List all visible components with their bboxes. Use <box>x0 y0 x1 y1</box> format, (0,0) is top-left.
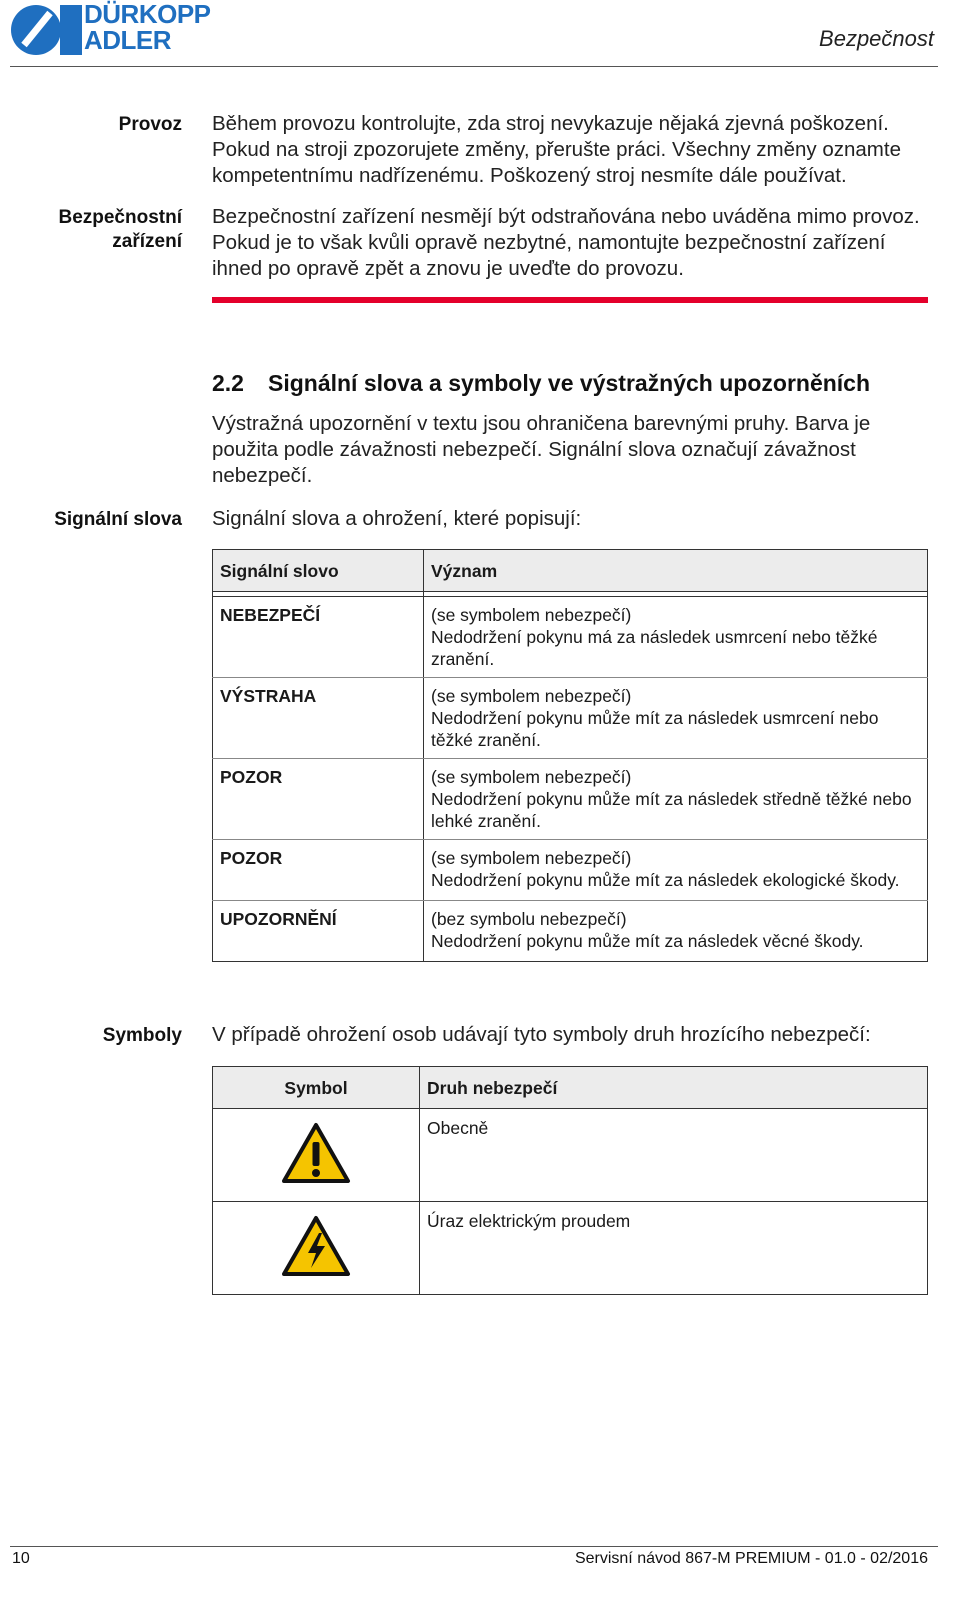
section-number: 2.2 <box>212 370 244 396</box>
logo-line1: DÜRKOPP <box>84 0 211 29</box>
hazard-type: Obecně <box>420 1109 928 1202</box>
brand-logo <box>10 0 230 56</box>
general-warning-icon <box>281 1122 351 1184</box>
side-label-signalni-slova: Signální slova <box>54 509 182 530</box>
footer-document-title: Servisní návod 867-M PREMIUM - 01.0 - 02/2016 <box>574 1550 928 1567</box>
signal-word: VÝSTRAHA <box>213 678 424 759</box>
symbol-cell <box>213 1202 420 1295</box>
table-row <box>213 901 928 962</box>
meaning-cell <box>424 901 928 962</box>
intro-paragraph: Výstražná upozornění v textu jsou ohraničena barevnými pruhy. Barva je použita podle závažnosti nebezpečí. Signální slova označují závažnost nebezpečí. <box>212 412 871 487</box>
side-label-provoz: Provoz <box>118 114 182 135</box>
page-header-title: Bezpečnost <box>819 26 934 51</box>
table-row <box>213 840 928 901</box>
table-row <box>213 1109 928 1202</box>
section-title: Signální slova a symboly ve výstražných upozorněních <box>268 370 871 396</box>
meaning-line2: Nedodržení pokynu může mít za následek usmrcení nebo těžké zranění. <box>431 708 879 750</box>
signal-word: UPOZORNĚNÍ <box>213 901 424 962</box>
meaning-line2: Nedodržení pokynu může mít za následek ekologické škody. <box>431 870 900 890</box>
logo-line2: ADLER <box>84 25 172 55</box>
signal-word: NEBEZPEČÍ <box>213 597 424 678</box>
table-header-row <box>213 550 928 592</box>
meaning-line1: (bez symbolu nebezpečí) <box>431 909 627 929</box>
signal-words-table <box>212 549 928 962</box>
col-header-symbol: Symbol <box>213 1067 420 1109</box>
table-header-row <box>213 1067 928 1109</box>
meaning-line2: Nedodržení pokynu může mít za následek věcné škody. <box>431 931 864 951</box>
meaning-line1: (se symbolem nebezpečí) <box>431 767 632 787</box>
meaning-line1: (se symbolem nebezpečí) <box>431 686 632 706</box>
col-header-hazard-type: Druh nebezpečí <box>420 1067 928 1109</box>
side-label-line1: Bezpečnostní <box>58 207 182 228</box>
table-row <box>213 597 928 678</box>
col-header-signal-word: Signální slovo <box>213 550 424 592</box>
header-divider <box>10 66 938 67</box>
table-row <box>213 678 928 759</box>
table-row <box>213 759 928 840</box>
col-header-meaning: Význam <box>424 550 928 592</box>
meaning-cell <box>424 678 928 759</box>
electric-shock-icon <box>281 1215 351 1277</box>
bezpecnostni-paragraph: Bezpečnostní zařízení nesmějí být odstraňována nebo uváděna mimo provoz. Pokud je to však kvůli opravě nezbytné, namontujte bezpečnostní zařízení ihned po opravě zpět a znovu je uveďte do provozu. <box>212 205 920 280</box>
signal-intro-text: Signální slova a ohrožení, které popisují: <box>212 507 582 530</box>
side-label-bezpecnostni-zarizeni <box>58 206 182 254</box>
meaning-cell <box>424 840 928 901</box>
meaning-line1: (se symbolem nebezpečí) <box>431 848 632 868</box>
meaning-line1: (se symbolem nebezpečí) <box>431 605 632 625</box>
danger-bar <box>212 297 928 303</box>
logo-text <box>84 1 211 53</box>
symbols-table <box>212 1066 928 1295</box>
page-number: 10 <box>12 1550 30 1567</box>
signal-word: POZOR <box>213 840 424 901</box>
meaning-line2: Nedodržení pokynu má za následek usmrcení nebo těžké zranění. <box>431 627 878 669</box>
side-label-symboly: Symboly <box>102 1025 182 1046</box>
signal-word: POZOR <box>213 759 424 840</box>
meaning-line2: Nedodržení pokynu může mít za následek středně těžké nebo lehké zranění. <box>431 789 912 831</box>
meaning-cell <box>424 759 928 840</box>
symbols-intro-text: V případě ohrožení osob udávají tyto symboly druh hrozícího nebezpečí: <box>212 1023 871 1046</box>
section-heading <box>212 370 870 397</box>
side-label-line2: zařízení <box>112 231 182 252</box>
provoz-paragraph: Během provozu kontrolujte, zda stroj nevykazuje nějaká zjevná poškození. Pokud na stroji zpozorujete změny, přerušte práci. Všechny změny oznamte kompetentnímu nadřízenému. Poškozený stroj nesmíte dále používat. <box>212 112 901 187</box>
table-row <box>213 1202 928 1295</box>
meaning-cell <box>424 597 928 678</box>
hazard-type: Úraz elektrickým proudem <box>420 1202 928 1295</box>
footer-divider <box>10 1546 938 1547</box>
logo-mark-icon <box>10 4 84 56</box>
symbol-cell <box>213 1109 420 1202</box>
